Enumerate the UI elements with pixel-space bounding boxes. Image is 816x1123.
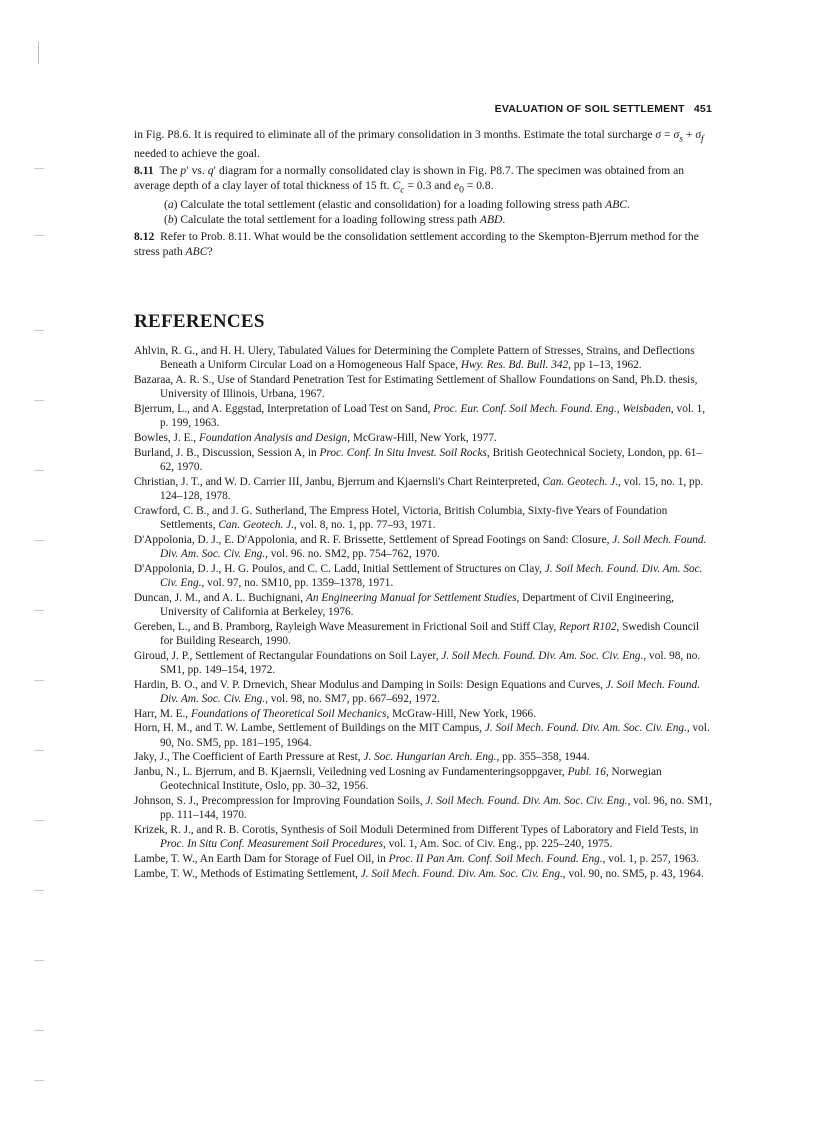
margin-tick — [34, 750, 44, 751]
margin-tick — [34, 890, 44, 891]
references-list — [134, 344, 712, 881]
margin-tick — [34, 820, 44, 821]
reference-entry: Horn, H. M., and T. W. Lambe, Settlement of Buildings on the MIT Campus, J. Soil Mech. Found. Div. Am. Soc. Civ. Eng., vol. 90, No. SM5, pp. 181–195, 1964. — [134, 722, 710, 749]
margin-tick — [34, 960, 44, 961]
margin-tick — [34, 610, 44, 611]
reference-entry: Bjerrum, L., and A. Eggstad, Interpretation of Load Test on Sand, Proc. Eur. Conf. Soil Mech. Found. Eng., Weisbaden, vol. 1, p. 199, 1963. — [134, 402, 706, 430]
reference-entry: Burland, J. B., Discussion, Session A, in Proc. Conf. In Situ Invest. Soil Rocks, British Geotechnical Society, London, pp. 61–62, 1970. — [134, 446, 703, 473]
reference-entry: Ahlvin, R. G., and H. H. Ulery, Tabulated Values for Determining the Complete Pattern of Stresses, Strains, and Deflections Beneath a Uniform Circular Load on a Homogeneous Half Space, Hwy. Res. Bd. Bull. 342, pp 1–13, 1962. — [134, 344, 695, 372]
problem-paragraph: 8.11 The p′ vs. q′ diagram for a normally consolidated clay is shown in Fig. P8.7. The specimen was obtained from an average depth of a clay layer of total thickness of 15 ft. $C_c = 0.3$ and $e_0 = 0.8$. — [134, 164, 685, 196]
margin-tick — [34, 1030, 44, 1031]
reference-entry: Janbu, N., L. Bjerrum, and B. Kjaernsli, Veiledning ved Losning av Fundamenteringsoppgaver, Publ. 16, Norwegian Geotechnical Institute, Oslo, pp. 30–32, 1956. — [134, 766, 662, 793]
margin-tick — [34, 330, 44, 331]
scan-margin-marks — [0, 0, 60, 1123]
reference-entry: Lambe, T. W., An Earth Dam for Storage of Fuel Oil, in Proc. II Pan Am. Conf. Soil Mech. Found. Eng., vol. 1, p. 257, 1963. — [134, 853, 699, 866]
reference-entry: Lambe, T. W., Methods of Estimating Settlement, J. Soil Mech. Found. Div. Am. Soc. Civ. Eng., vol. 90, no. SM5, p. 43, 1964. — [134, 868, 704, 881]
binding-edge-mark — [38, 42, 39, 64]
page-number: 451 — [693, 103, 712, 115]
margin-tick — [34, 400, 44, 401]
margin-tick — [34, 470, 44, 471]
running-title: EVALUATION OF SOIL SETTLEMENT — [494, 103, 685, 115]
problem-subpart: (b) Calculate the total settlement for a loading following stress path ABD. — [164, 213, 506, 227]
reference-entry: Harr, M. E., Foundations of Theoretical Soil Mechanics, McGraw-Hill, New York, 1966. — [134, 707, 537, 720]
reference-entry: Bazaraa, A. R. S., Use of Standard Penetration Test for Estimating Settlement of Shallow Foundations on Sand, Ph.D. thesis, University of Illinois, Urbana, 1967. — [134, 373, 698, 401]
page-body — [134, 128, 712, 882]
margin-tick — [34, 235, 44, 236]
reference-entry: Hardin, B. O., and V. P. Drnevich, Shear Modulus and Damping in Soils: Design Equations and Curves, J. Soil Mech. Found. Div. Am. Soc. Civ. Eng., vol. 98, no. SM7, pp. 667–692, 1972. — [134, 678, 700, 705]
reference-entry: Christian, J. T., and W. D. Carrier III, Janbu, Bjerrum and Kjaernsli's Chart Reinterpreted, Can. Geotech. J., vol. 15, no. 1, pp. 124–128, 1978. — [134, 475, 704, 502]
reference-entry: D'Appolonia, D. J., H. G. Poulos, and C. C. Ladd, Initial Settlement of Structures on Clay, J. Soil Mech. Found. Div. Am. Soc. Civ. Eng., vol. 97, no. SM10, pp. 1359–1378, 1971. — [134, 562, 703, 589]
problem-subpart: (a) Calculate the total settlement (elastic and consolidation) for a loading following stress path ABC. — [164, 198, 630, 212]
reference-entry: Johnson, S. J., Precompression for Improving Foundation Soils, J. Soil Mech. Found. Div. Am. Soc. Civ. Eng., vol. 96, no. SM1, pp. 111–144, 1970. — [134, 795, 713, 822]
running-header — [495, 103, 712, 115]
reference-entry: D'Appolonia, D. J., E. D'Appolonia, and R. F. Brissette, Settlement of Spread Footings on Sand: Closure, J. Soil Mech. Found. Div. Am. Soc. Civ. Eng., vol. 96. no. SM2, pp. 754–762, 1970. — [134, 533, 707, 560]
margin-tick — [34, 540, 44, 541]
margin-tick — [34, 680, 44, 681]
references-heading: REFERENCES — [134, 310, 265, 332]
problems-section — [134, 128, 712, 260]
reference-entry: Duncan, J. M., and A. L. Buchignani, An Engineering Manual for Settlement Studies, Department of Civil Engineering, University of California at Berkeley, 1976. — [134, 591, 674, 618]
problem-paragraph: in Fig. P8.6. It is required to eliminate all of the primary consolidation in 3 months. Estimate the total surcharge $\sigma = \sigma_s + \sigma_f$ needed to achieve the goal. — [134, 128, 704, 161]
margin-tick — [34, 1080, 44, 1081]
reference-entry: Giroud, J. P., Settlement of Rectangular Foundations on Soil Layer, J. Soil Mech. Found. Div. Am. Soc. Civ. Eng., vol. 98, no. SM1, pp. 149–154, 1972. — [134, 649, 701, 676]
reference-entry: Gereben, L., and B. Pramborg, Rayleigh Wave Measurement in Frictional Soil and Stiff Clay, Report R102, Swedish Council for Building Research, 1990. — [134, 620, 700, 647]
margin-tick — [34, 168, 44, 169]
reference-entry: Crawford, C. B., and J. G. Sutherland, The Empress Hotel, Victoria, British Columbia, Sixty-five Years of Foundation Settlements, Can. Geotech. J., vol. 8, no. 1, pp. 77–93, 1971. — [134, 504, 668, 531]
problem-paragraph: 8.12 Refer to Prob. 8.11. What would be the consolidation settlement according to the Skempton-Bjerrum method for the stress path ABC? — [134, 230, 699, 258]
reference-entry: Bowles, J. E., Foundation Analysis and Design, McGraw-Hill, New York, 1977. — [134, 431, 497, 444]
reference-entry: Krizek, R. J., and R. B. Corotis, Synthesis of Soil Moduli Determined from Different Types of Laboratory and Field Tests, in Proc. In Situ Conf. Measurement Soil Procedures, vol. 1, Am. Soc. of Civ. Eng., pp. 225–240, 1975. — [134, 824, 699, 851]
reference-entry: Jaky, J., The Coefficient of Earth Pressure at Rest, J. Soc. Hungarian Arch. Eng., pp. 355–358, 1944. — [134, 751, 590, 764]
